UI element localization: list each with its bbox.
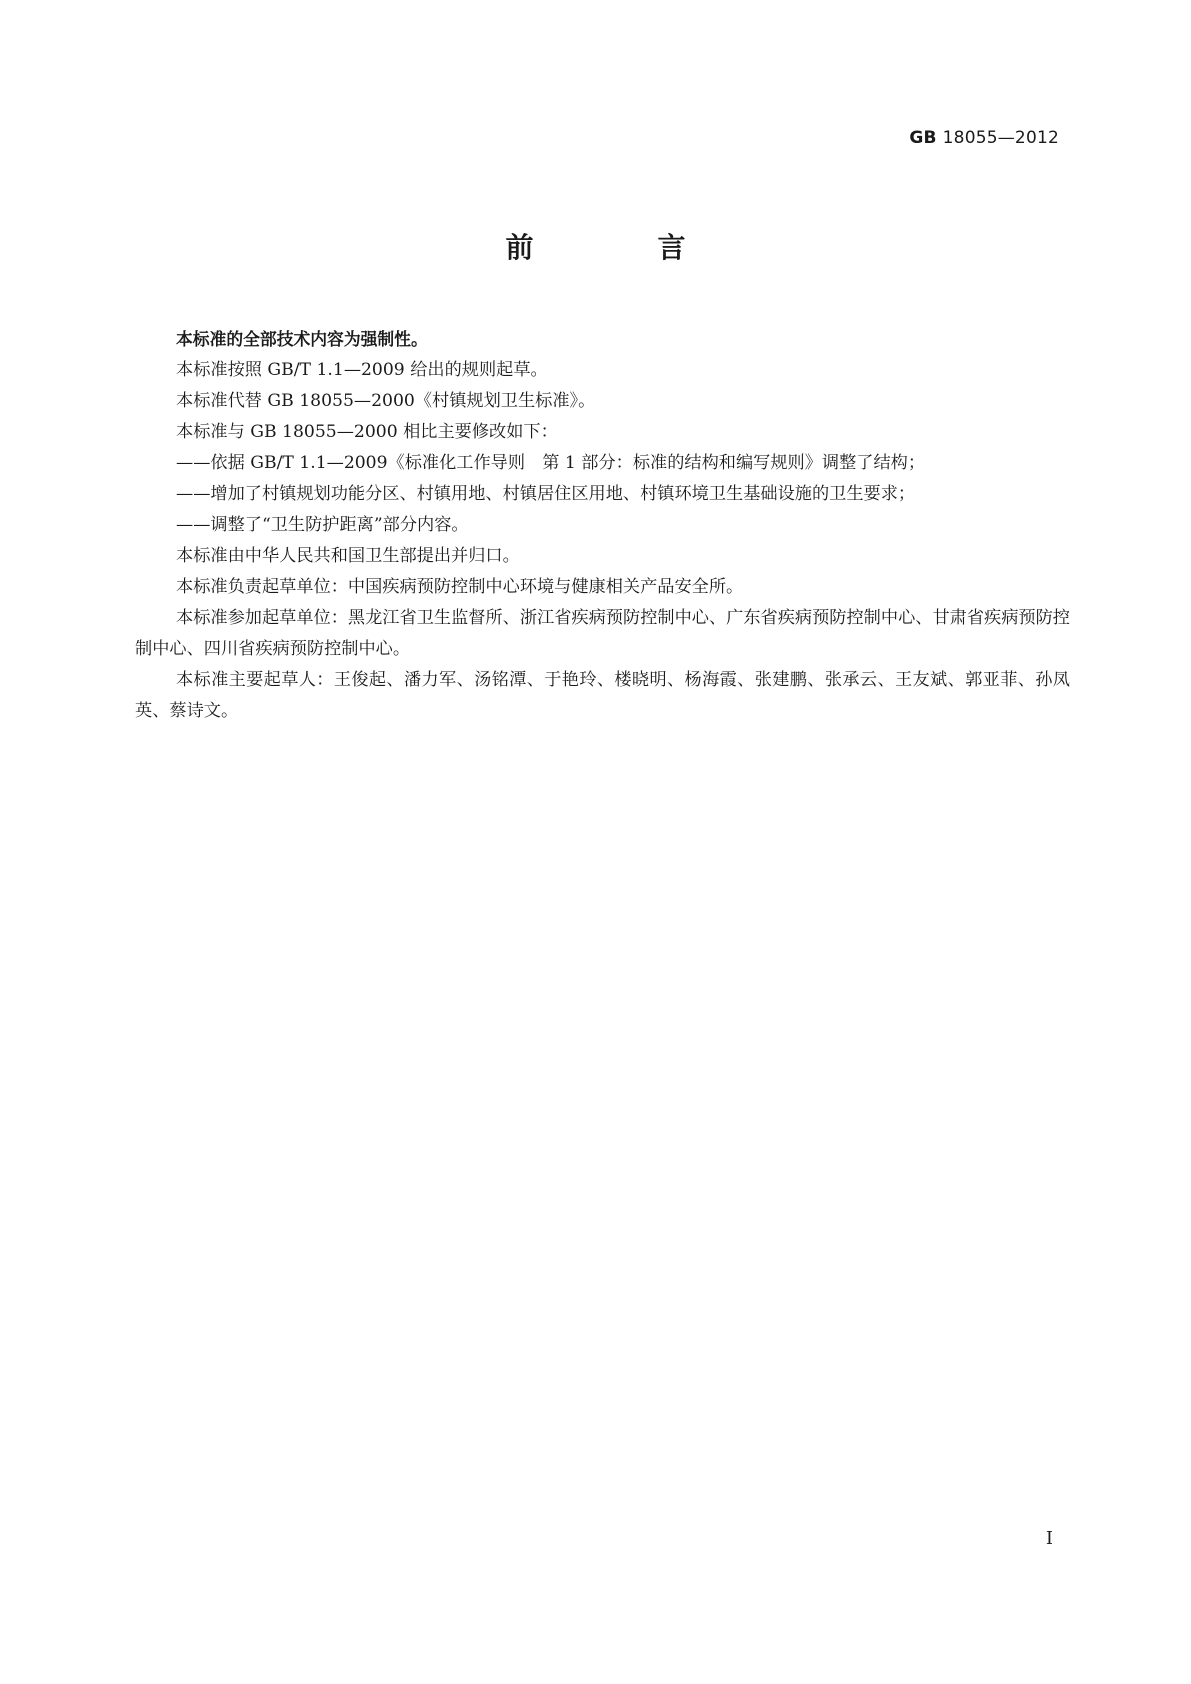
foreword-body xyxy=(135,324,1070,727)
page-title: 前 言 xyxy=(505,231,734,264)
paragraph-main-drafters: 本标准主要起草人：王俊起、潘力军、汤铭潭、于艳玲、楼晓明、杨海霞、张建鹏、张承云、王友斌、郭亚菲、孙凤英、蔡诗文。 xyxy=(135,670,1070,721)
standard-code-prefix: GB xyxy=(909,128,937,148)
paragraph-replaces: 本标准代替 GB 18055—2000《村镇规划卫生标准》。 xyxy=(176,391,596,411)
change-item: ——依据 GB/T 1.1—2009《标准化工作导则 第 1 部分：标准的结构和编写规则》调整了结构； xyxy=(176,453,926,473)
paragraph-drafting-rules: 本标准按照 GB/T 1.1—2009 给出的规则起草。 xyxy=(176,360,548,380)
change-item: ——调整了“卫生防护距离”部分内容。 xyxy=(176,515,469,535)
paragraph-participating-units: 本标准参加起草单位：黑龙江省卫生监督所、浙江省疾病预防控制中心、广东省疾病预防控制中心、甘肃省疾病预防控制中心、四川省疾病预防控制中心。 xyxy=(135,608,1070,659)
paragraph-responsible-unit: 本标准负责起草单位：中国疾病预防控制中心环境与健康相关产品安全所。 xyxy=(176,577,744,597)
paragraph-changes-intro: 本标准与 GB 18055—2000 相比主要修改如下： xyxy=(176,422,558,442)
paragraph-proposed-by: 本标准由中华人民共和国卫生部提出并归口。 xyxy=(176,546,520,566)
standard-code-number: 18055—2012 xyxy=(942,128,1059,148)
standard-code xyxy=(909,128,1059,148)
paragraph-mandatory: 本标准的全部技术内容为强制性。 xyxy=(176,329,428,349)
change-item: ——增加了村镇规划功能分区、村镇用地、村镇居住区用地、村镇环境卫生基础设施的卫生要求； xyxy=(176,484,916,504)
page-number: I xyxy=(1045,1528,1053,1549)
